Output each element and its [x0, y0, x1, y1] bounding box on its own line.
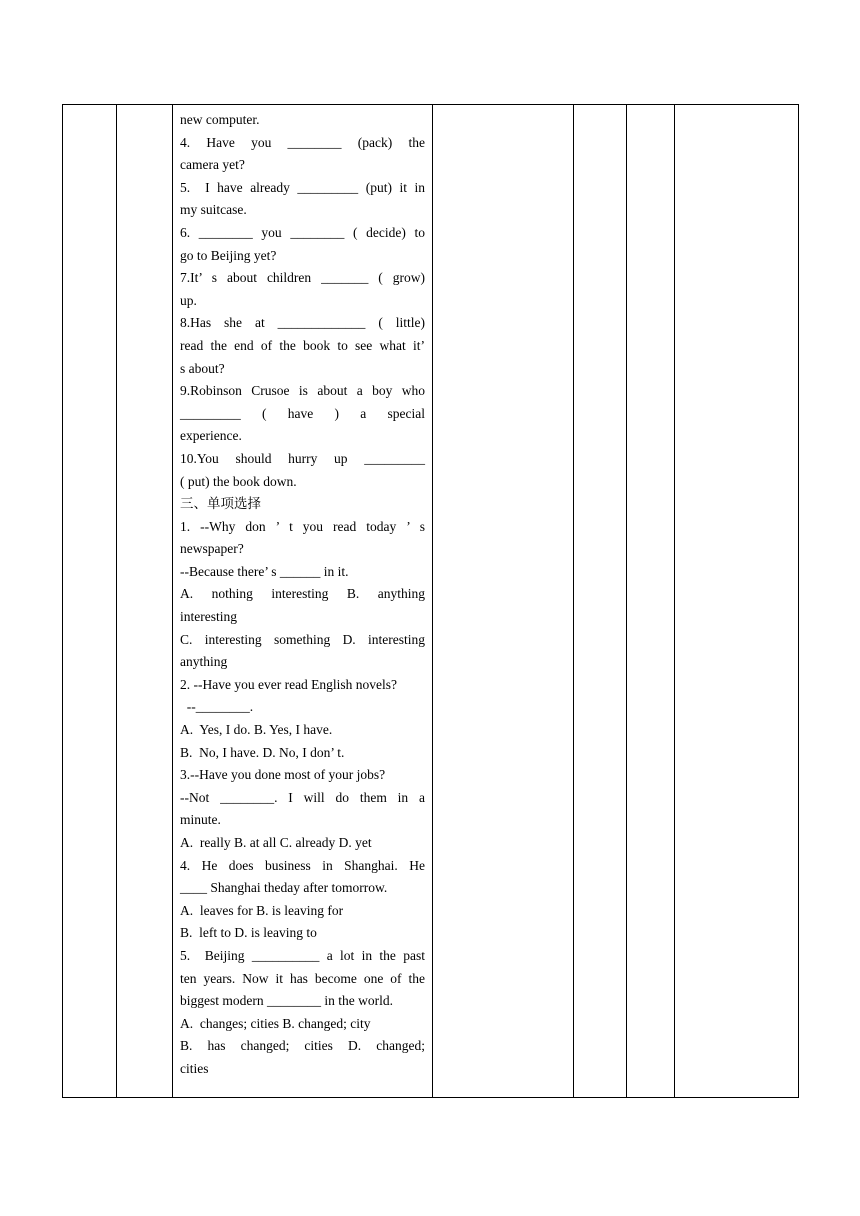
text-line: s about? — [180, 360, 225, 376]
text-line: 4. Have you ________ (pack) the — [180, 134, 425, 150]
text-line: --Because there’ s ______ in it. — [180, 563, 349, 579]
exercise-content-cell — [173, 105, 433, 1098]
text-line: 6. ________ you ________ ( decide) to — [180, 224, 425, 240]
text-line: _________ ( have ) a special — [180, 405, 425, 421]
text-line: new computer. — [180, 112, 260, 127]
text-line: ( put) the book down. — [180, 473, 297, 489]
text-line: cities — [180, 1060, 209, 1076]
text-line: A. really B. at all C. already D. yet — [180, 835, 372, 850]
text-line: up. — [180, 292, 197, 308]
text-line: B. has changed; cities D. changed; — [180, 1038, 425, 1054]
text-line: interesting — [180, 609, 237, 625]
text-line: minute. — [180, 812, 221, 828]
empty-cell-7 — [675, 105, 799, 1098]
text-line: C. interesting something D. interesting — [180, 631, 425, 647]
exercise-lines — [180, 109, 425, 1081]
text-line: camera yet? — [180, 157, 245, 173]
empty-cell-1 — [63, 105, 117, 1098]
text-line: --________. — [180, 699, 254, 715]
table-row — [63, 105, 799, 1098]
text-line: read the end of the book to see what it’ — [180, 337, 425, 353]
text-line: 10.You should hurry up _________ — [180, 450, 425, 466]
text-line: 3.--Have you done most of your jobs? — [180, 767, 386, 783]
empty-cell-6 — [627, 105, 675, 1098]
text-line: 5. Beijing __________ a lot in the past — [180, 947, 425, 963]
text-line: 2. --Have you ever read English novels? — [180, 676, 398, 692]
text-line: A. changes; cities B. changed; city — [180, 1015, 371, 1031]
text-line: ____ Shanghai theday after tomorrow. — [180, 880, 388, 896]
text-line: experience. — [180, 428, 242, 444]
text-line: 8.Has she at _____________ ( little) — [180, 315, 425, 331]
text-line: go to Beijing yet? — [180, 247, 277, 263]
text-line: A. leaves for B. is leaving for — [180, 902, 344, 918]
text-line: 1. --Why don ’ t you read today ’ s — [180, 518, 425, 534]
empty-cell-5 — [574, 105, 627, 1098]
text-line: newspaper? — [180, 541, 244, 557]
text-line: 4. He does business in Shanghai. He — [180, 857, 425, 873]
text-line: A. Yes, I do. B. Yes, I have. — [180, 722, 333, 738]
empty-cell-2 — [117, 105, 173, 1098]
text-line: A. nothing interesting B. anything — [180, 586, 425, 602]
text-line: --Not ________. I will do them in a — [180, 789, 425, 805]
text-line: 三、单项选择 — [180, 496, 261, 512]
text-line: biggest modern ________ in the world. — [180, 993, 393, 1009]
text-line: ten years. Now it has become one of the — [180, 970, 425, 986]
text-line: B. left to D. is leaving to — [180, 925, 317, 941]
worksheet-table — [62, 104, 799, 1098]
text-line: 5. I have already _________ (put) it in — [180, 179, 425, 195]
text-line: B. No, I have. D. No, I don’ t. — [180, 744, 345, 760]
text-line: 9.Robinson Crusoe is about a boy who — [180, 383, 425, 399]
text-line: anything — [180, 654, 228, 670]
empty-cell-4 — [433, 105, 574, 1098]
text-line: 7.It’ s about children _______ ( grow) — [180, 270, 425, 286]
text-line: my suitcase. — [180, 202, 247, 218]
